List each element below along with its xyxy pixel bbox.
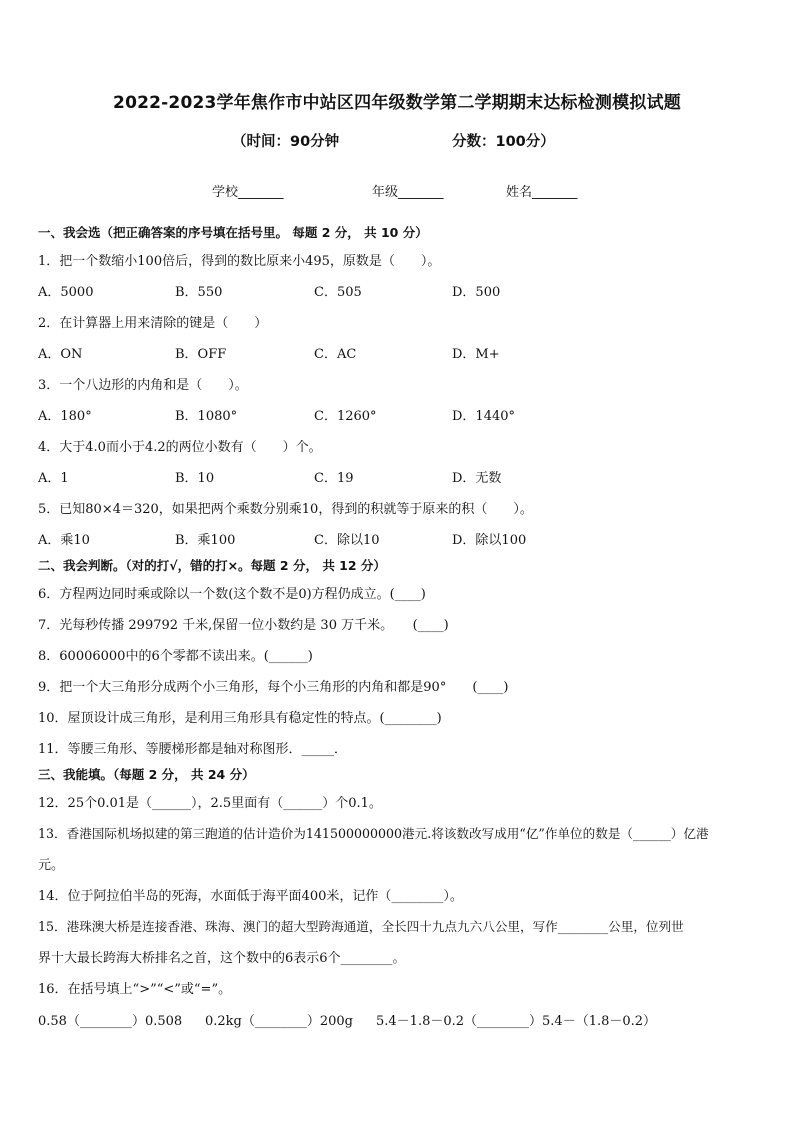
question-13-line-2: 元。	[38, 858, 65, 873]
q1-option-a: A．5000	[38, 285, 94, 300]
q4-option-d: D．无数	[452, 471, 502, 486]
question-5: 5．已知80×4＝320，如果把两个乘数分别乘10，得到的积就等于原来的积（ ）。	[38, 502, 533, 517]
question-1: 1．把一个数缩小100倍后，得到的数比原来小495，原数是（ ）。	[38, 254, 441, 269]
question-11: 11．等腰三角形、等腰梯形都是轴对称图形．_____．	[38, 742, 348, 757]
question-15-line-2: 界十大最长跨海大桥排名之首，这个数中的6表示6个________。	[38, 951, 406, 966]
question-9: 9．把一个大三角形分成两个小三角形，每个小三角形的内角和都是90° (____)	[38, 680, 509, 695]
q3-option-b: B．1080°	[175, 409, 238, 424]
exam-title: 2022-2023学年焦作市中站区四年级数学第二学期期末达标检测模拟试题	[113, 93, 681, 113]
q3-option-c: C．1260°	[314, 409, 377, 424]
q5-option-b: B．乘100	[175, 533, 236, 548]
question-10: 10．屋顶设计成三角形，是利用三角形具有稳定性的特点。(________)	[38, 711, 442, 726]
section-heading-judge: 二、我会判断。（对的打√，错的打×。每题 2 分， 共 12 分）	[38, 558, 386, 573]
question-2: 2．在计算器上用来清除的键是（ ）	[38, 316, 268, 331]
name-field: 姓名_______	[506, 185, 578, 200]
q2-option-c: C．AC	[314, 347, 357, 362]
section-heading-choice: 一、我会选（把正确答案的序号填在括号里。 每题 2 分， 共 10 分）	[38, 225, 428, 240]
q16-compare-2: 0.2kg（________）200g	[205, 1014, 354, 1029]
question-13-line-1: 13．香港国际机场拟建的第三跑道的估计造价为141500000000港元.将该数改写成用“亿”作单位的数是（______）亿港	[38, 826, 709, 841]
q4-option-b: B．10	[175, 471, 215, 486]
q1-option-c: C．505	[314, 285, 362, 300]
question-7: 7．光每秒传播 299792 千米,保留一位小数约是 30 万千米。 (____)	[38, 618, 449, 633]
q16-compare-3: 5.4－1.8－0.2（________）5.4－（1.8－0.2）	[376, 1014, 657, 1029]
q2-option-a: A．ON	[38, 347, 83, 362]
q5-option-a: A．乘10	[38, 533, 90, 548]
q3-option-d: D．1440°	[452, 409, 516, 424]
question-12: 12．25个0.01是（______），2.5里面有（______）个0.1。	[38, 796, 382, 811]
q2-option-b: B．OFF	[175, 347, 227, 362]
question-6: 6．方程两边同时乘或除以一个数(这个数不是0)方程仍成立。(____)	[38, 587, 426, 602]
q1-option-d: D．500	[452, 285, 501, 300]
q4-option-a: A．1	[38, 471, 69, 486]
q4-option-c: C．19	[314, 471, 354, 486]
question-4: 4．大于4.0而小于4.2的两位小数有（ ）个。	[38, 440, 322, 455]
question-16: 16．在括号填上“>”“<”或“=”。	[38, 982, 232, 997]
grade-field: 年级_______	[372, 185, 444, 200]
q5-option-d: D．除以100	[452, 533, 527, 548]
question-8: 8．60006000中的6个零都不读出来。(______)	[38, 649, 313, 664]
q2-option-d: D．M+	[452, 347, 500, 362]
question-14: 14．位于阿拉伯半岛的死海，水面低于海平面400米，记作（________）。	[38, 889, 463, 904]
exam-score: 分数：100分）	[452, 134, 555, 150]
q3-option-a: A．180°	[38, 409, 92, 424]
exam-time: （时间：90分钟	[232, 134, 340, 150]
school-field: 学校_______	[212, 185, 284, 200]
section-heading-fill: 三、我能填。（每题 2 分， 共 24 分）	[38, 767, 255, 782]
question-3: 3．一个八边形的内角和是（ ）。	[38, 378, 248, 393]
q5-option-c: C．除以10	[314, 533, 380, 548]
q1-option-b: B．550	[175, 285, 223, 300]
q16-compare-1: 0.58（________）0.508	[38, 1014, 183, 1029]
question-15-line-1: 15．港珠澳大桥是连接香港、珠海、澳门的超大型跨海通道，全长四十九点九六八公里，写作________公里，位列世	[38, 919, 684, 934]
